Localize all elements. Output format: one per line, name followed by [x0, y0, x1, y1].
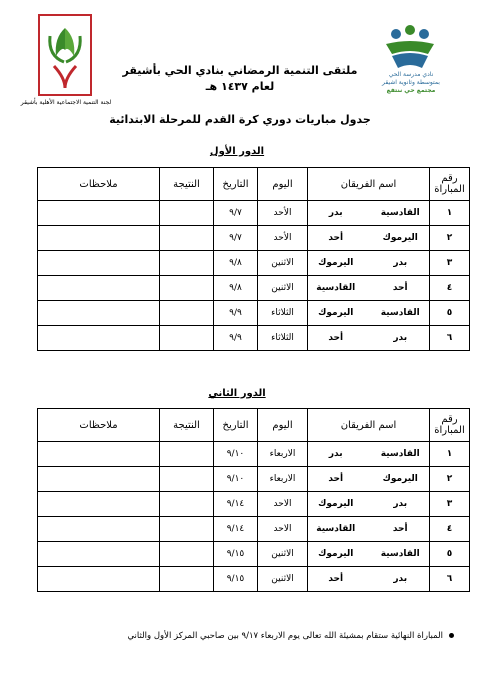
club-name: نادي مدرسة الحي — [388, 71, 434, 78]
team-a: أحد — [372, 517, 430, 542]
match-date: ٩/٩ — [214, 326, 258, 351]
schedule-title: جدول مباريات دوري كرة القدم للمرحلة الابتدائية — [109, 113, 371, 126]
col-result: النتيجة — [160, 409, 214, 442]
match-day: الثلاثاء — [258, 301, 308, 326]
team-b: اليرموك — [308, 301, 364, 326]
match-number: ١ — [430, 201, 470, 226]
table-row — [38, 467, 470, 492]
team-b: اليرموك — [308, 542, 364, 567]
col-teams: اسم الفريقان — [308, 168, 430, 201]
round1-title: الدور الأول — [209, 146, 265, 157]
page-year: لعام ١٤٣٧ هـ — [205, 80, 275, 93]
match-number: ٣ — [430, 251, 470, 276]
match-date: ٩/٧ — [214, 201, 258, 226]
match-day: الثلاثاء — [258, 326, 308, 351]
team-a: بدر — [372, 492, 430, 517]
match-result — [160, 251, 214, 276]
col-day: اليوم — [258, 168, 308, 201]
match-result — [160, 492, 214, 517]
match-number: ٥ — [430, 542, 470, 567]
table-row — [38, 301, 470, 326]
team-b: بدر — [308, 442, 364, 467]
team-a: أحد — [372, 276, 430, 301]
team-a: بدر — [372, 567, 430, 592]
team-a: اليرموك — [372, 226, 430, 251]
col-notes: ملاحظات — [38, 168, 160, 201]
match-number: ٦ — [430, 326, 470, 351]
match-notes — [38, 517, 160, 542]
team-b: اليرموك — [308, 251, 364, 276]
match-result — [160, 226, 214, 251]
match-result — [160, 442, 214, 467]
team-separator — [364, 326, 372, 351]
team-a: اليرموك — [372, 467, 430, 492]
team-separator — [364, 442, 372, 467]
table-row — [38, 492, 470, 517]
match-date: ٩/٨ — [214, 276, 258, 301]
match-day: الاثنين — [258, 542, 308, 567]
team-separator — [364, 226, 372, 251]
round2-title: الدور الثاني — [208, 388, 266, 399]
club-logo-text — [372, 71, 450, 95]
col-number: رقم المباراة — [430, 409, 470, 442]
col-date: التاريخ — [214, 409, 258, 442]
match-notes — [38, 442, 160, 467]
match-notes — [38, 326, 160, 351]
match-result — [160, 467, 214, 492]
table-row — [38, 226, 470, 251]
match-number: ٤ — [430, 276, 470, 301]
match-notes — [38, 276, 160, 301]
match-notes — [38, 251, 160, 276]
match-number: ٦ — [430, 567, 470, 592]
page-title: ملتقى التنمية الرمضاني بنادي الحي بأشيقر — [122, 64, 358, 77]
team-separator — [364, 467, 372, 492]
match-date: ٩/١٠ — [214, 467, 258, 492]
match-result — [160, 567, 214, 592]
team-b: أحد — [308, 467, 364, 492]
match-day: الاثنين — [258, 251, 308, 276]
team-a: بدر — [372, 326, 430, 351]
table-row — [38, 251, 470, 276]
col-date: التاريخ — [214, 168, 258, 201]
match-date: ٩/١٠ — [214, 442, 258, 467]
match-notes — [38, 542, 160, 567]
team-separator — [364, 301, 372, 326]
team-separator — [364, 251, 372, 276]
team-a: القادسية — [372, 442, 430, 467]
team-separator — [364, 201, 372, 226]
col-number: رقم المباراة — [430, 168, 470, 201]
match-result — [160, 542, 214, 567]
team-b: أحد — [308, 567, 364, 592]
team-separator — [364, 492, 372, 517]
table-row — [38, 276, 470, 301]
match-date: ٩/١٤ — [214, 492, 258, 517]
team-a: القادسية — [372, 542, 430, 567]
team-a: بدر — [372, 251, 430, 276]
team-separator — [364, 276, 372, 301]
table-header-row — [38, 409, 470, 442]
table-row — [38, 442, 470, 467]
match-number: ٢ — [430, 226, 470, 251]
match-number: ١ — [430, 442, 470, 467]
match-notes — [38, 201, 160, 226]
match-date: ٩/٨ — [214, 251, 258, 276]
match-notes — [38, 492, 160, 517]
match-result — [160, 517, 214, 542]
match-day: الأحد — [258, 201, 308, 226]
match-day: الاربعاء — [258, 442, 308, 467]
committee-caption: لجنة التنمية الاجتماعية الأهلية بأشيقر — [20, 99, 112, 106]
match-notes — [38, 226, 160, 251]
col-result: النتيجة — [160, 168, 214, 201]
committee-emblem — [40, 16, 90, 94]
match-result — [160, 201, 214, 226]
team-separator — [364, 517, 372, 542]
match-date: ٩/١٥ — [214, 567, 258, 592]
match-day: الاحد — [258, 517, 308, 542]
match-number: ٢ — [430, 467, 470, 492]
table-row — [38, 517, 470, 542]
team-b: أحد — [308, 226, 364, 251]
match-result — [160, 301, 214, 326]
match-day: الأحد — [258, 226, 308, 251]
footer-note-text: المباراة النهائية ستقام بمشيئة الله تعالى يوم الاربعاء ٩/١٧ بين صاحبي المركز الأول والثاني — [127, 631, 443, 641]
club-slogan: مجتمع حي ننتفع — [386, 87, 436, 94]
committee-logo — [38, 14, 92, 96]
table-row — [38, 542, 470, 567]
match-notes — [38, 467, 160, 492]
table-row — [38, 567, 470, 592]
team-separator — [364, 542, 372, 567]
match-date: ٩/٩ — [214, 301, 258, 326]
round1-table — [37, 167, 470, 351]
team-separator — [364, 567, 372, 592]
match-number: ٣ — [430, 492, 470, 517]
col-notes: ملاحظات — [38, 409, 160, 442]
match-notes — [38, 567, 160, 592]
table-header-row — [38, 168, 470, 201]
team-b: القادسية — [308, 517, 364, 542]
match-notes — [38, 301, 160, 326]
team-b: اليرموك — [308, 492, 364, 517]
match-day: الاربعاء — [258, 467, 308, 492]
footer-note — [36, 631, 454, 641]
col-day: اليوم — [258, 409, 308, 442]
match-number: ٤ — [430, 517, 470, 542]
match-day: الاثنين — [258, 567, 308, 592]
match-day: الاحد — [258, 492, 308, 517]
team-b: أحد — [308, 326, 364, 351]
col-teams: اسم الفريقان — [308, 409, 430, 442]
club-school: بمتوسطة وثانوية اشيقر — [382, 79, 440, 86]
table-row — [38, 326, 470, 351]
team-a: القادسية — [372, 201, 430, 226]
team-b: القادسية — [308, 276, 364, 301]
round2-table — [37, 408, 470, 592]
bullet-icon — [449, 633, 454, 638]
match-result — [160, 326, 214, 351]
team-a: القادسية — [372, 301, 430, 326]
table-row — [38, 201, 470, 226]
team-b: بدر — [308, 201, 364, 226]
match-date: ٩/١٤ — [214, 517, 258, 542]
match-date: ٩/٧ — [214, 226, 258, 251]
match-date: ٩/١٥ — [214, 542, 258, 567]
match-number: ٥ — [430, 301, 470, 326]
match-result — [160, 276, 214, 301]
match-day: الاثنين — [258, 276, 308, 301]
